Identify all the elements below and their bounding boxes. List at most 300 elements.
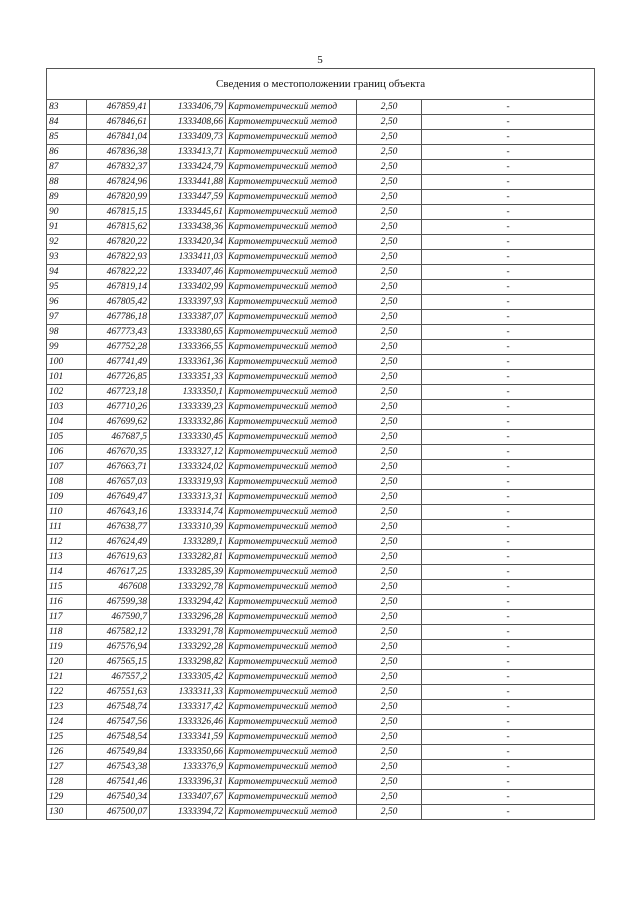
precision-cell: 2,50 bbox=[357, 145, 422, 160]
table-row bbox=[47, 160, 595, 175]
precision-cell: 2,50 bbox=[357, 460, 422, 475]
table-row bbox=[47, 805, 595, 820]
description-cell: - bbox=[422, 325, 595, 340]
point-number: 90 bbox=[47, 205, 87, 220]
table-row bbox=[47, 280, 595, 295]
description-cell: - bbox=[422, 700, 595, 715]
point-number: 106 bbox=[47, 445, 87, 460]
table-row bbox=[47, 400, 595, 415]
table-row bbox=[47, 250, 595, 265]
description-cell: - bbox=[422, 130, 595, 145]
method-cell: Картометрический метод bbox=[226, 160, 357, 175]
point-number: 85 bbox=[47, 130, 87, 145]
point-number: 99 bbox=[47, 340, 87, 355]
description-cell: - bbox=[422, 745, 595, 760]
point-number: 112 bbox=[47, 535, 87, 550]
x-coordinate: 467657,03 bbox=[87, 475, 150, 490]
table-row bbox=[47, 520, 595, 535]
precision-cell: 2,50 bbox=[357, 715, 422, 730]
description-cell: - bbox=[422, 310, 595, 325]
y-coordinate: 1333396,31 bbox=[150, 775, 226, 790]
table-row bbox=[47, 745, 595, 760]
y-coordinate: 1333327,12 bbox=[150, 445, 226, 460]
y-coordinate: 1333305,42 bbox=[150, 670, 226, 685]
boundary-coordinates-table bbox=[46, 68, 595, 820]
table-row bbox=[47, 235, 595, 250]
point-number: 104 bbox=[47, 415, 87, 430]
method-cell: Картометрический метод bbox=[226, 115, 357, 130]
description-cell: - bbox=[422, 100, 595, 115]
table-row bbox=[47, 295, 595, 310]
table-row bbox=[47, 325, 595, 340]
point-number: 113 bbox=[47, 550, 87, 565]
description-cell: - bbox=[422, 280, 595, 295]
table-row bbox=[47, 760, 595, 775]
x-coordinate: 467617,25 bbox=[87, 565, 150, 580]
method-cell: Картометрический метод bbox=[226, 700, 357, 715]
x-coordinate: 467624,49 bbox=[87, 535, 150, 550]
point-number: 96 bbox=[47, 295, 87, 310]
method-cell: Картометрический метод bbox=[226, 655, 357, 670]
method-cell: Картометрический метод bbox=[226, 370, 357, 385]
description-cell: - bbox=[422, 520, 595, 535]
description-cell: - bbox=[422, 610, 595, 625]
precision-cell: 2,50 bbox=[357, 580, 422, 595]
description-cell: - bbox=[422, 685, 595, 700]
description-cell: - bbox=[422, 400, 595, 415]
x-coordinate: 467543,38 bbox=[87, 760, 150, 775]
point-number: 108 bbox=[47, 475, 87, 490]
table-row bbox=[47, 595, 595, 610]
x-coordinate: 467576,94 bbox=[87, 640, 150, 655]
x-coordinate: 467822,22 bbox=[87, 265, 150, 280]
point-number: 87 bbox=[47, 160, 87, 175]
table-row bbox=[47, 580, 595, 595]
method-cell: Картометрический метод bbox=[226, 625, 357, 640]
y-coordinate: 1333351,33 bbox=[150, 370, 226, 385]
point-number: 122 bbox=[47, 685, 87, 700]
table-row bbox=[47, 355, 595, 370]
method-cell: Картометрический метод bbox=[226, 520, 357, 535]
y-coordinate: 1333298,82 bbox=[150, 655, 226, 670]
table-row bbox=[47, 790, 595, 805]
method-cell: Картометрический метод bbox=[226, 565, 357, 580]
table-title: Сведения о местоположении границ объекта bbox=[47, 69, 595, 100]
point-number: 120 bbox=[47, 655, 87, 670]
table-row bbox=[47, 340, 595, 355]
description-cell: - bbox=[422, 505, 595, 520]
point-number: 91 bbox=[47, 220, 87, 235]
y-coordinate: 1333413,71 bbox=[150, 145, 226, 160]
method-cell: Картометрический метод bbox=[226, 460, 357, 475]
table-row bbox=[47, 175, 595, 190]
precision-cell: 2,50 bbox=[357, 355, 422, 370]
point-number: 114 bbox=[47, 565, 87, 580]
x-coordinate: 467846,61 bbox=[87, 115, 150, 130]
point-number: 116 bbox=[47, 595, 87, 610]
precision-cell: 2,50 bbox=[357, 400, 422, 415]
method-cell: Картометрический метод bbox=[226, 220, 357, 235]
x-coordinate: 467599,38 bbox=[87, 595, 150, 610]
method-cell: Картометрический метод bbox=[226, 310, 357, 325]
x-coordinate: 467726,85 bbox=[87, 370, 150, 385]
y-coordinate: 1333447,59 bbox=[150, 190, 226, 205]
method-cell: Картометрический метод bbox=[226, 490, 357, 505]
precision-cell: 2,50 bbox=[357, 730, 422, 745]
x-coordinate: 467551,63 bbox=[87, 685, 150, 700]
table-row bbox=[47, 385, 595, 400]
point-number: 98 bbox=[47, 325, 87, 340]
description-cell: - bbox=[422, 445, 595, 460]
precision-cell: 2,50 bbox=[357, 280, 422, 295]
x-coordinate: 467815,62 bbox=[87, 220, 150, 235]
y-coordinate: 1333339,23 bbox=[150, 400, 226, 415]
precision-cell: 2,50 bbox=[357, 745, 422, 760]
table-row bbox=[47, 445, 595, 460]
description-cell: - bbox=[422, 535, 595, 550]
method-cell: Картометрический метод bbox=[226, 280, 357, 295]
table-row bbox=[47, 610, 595, 625]
table-row bbox=[47, 475, 595, 490]
x-coordinate: 467710,26 bbox=[87, 400, 150, 415]
point-number: 88 bbox=[47, 175, 87, 190]
precision-cell: 2,50 bbox=[357, 160, 422, 175]
description-cell: - bbox=[422, 190, 595, 205]
method-cell: Картометрический метод bbox=[226, 415, 357, 430]
method-cell: Картометрический метод bbox=[226, 205, 357, 220]
method-cell: Картометрический метод bbox=[226, 640, 357, 655]
point-number: 97 bbox=[47, 310, 87, 325]
precision-cell: 2,50 bbox=[357, 445, 422, 460]
x-coordinate: 467820,99 bbox=[87, 190, 150, 205]
table-row bbox=[47, 505, 595, 520]
x-coordinate: 467773,43 bbox=[87, 325, 150, 340]
y-coordinate: 1333397,93 bbox=[150, 295, 226, 310]
method-cell: Картометрический метод bbox=[226, 805, 357, 820]
method-cell: Картометрический метод bbox=[226, 580, 357, 595]
x-coordinate: 467822,93 bbox=[87, 250, 150, 265]
point-number: 100 bbox=[47, 355, 87, 370]
description-cell: - bbox=[422, 160, 595, 175]
point-number: 101 bbox=[47, 370, 87, 385]
x-coordinate: 467500,07 bbox=[87, 805, 150, 820]
description-cell: - bbox=[422, 460, 595, 475]
x-coordinate: 467741,49 bbox=[87, 355, 150, 370]
method-cell: Картометрический метод bbox=[226, 715, 357, 730]
precision-cell: 2,50 bbox=[357, 310, 422, 325]
x-coordinate: 467699,62 bbox=[87, 415, 150, 430]
method-cell: Картометрический метод bbox=[226, 505, 357, 520]
precision-cell: 2,50 bbox=[357, 550, 422, 565]
description-cell: - bbox=[422, 475, 595, 490]
table-row bbox=[47, 220, 595, 235]
table-row bbox=[47, 685, 595, 700]
description-cell: - bbox=[422, 220, 595, 235]
y-coordinate: 1333408,66 bbox=[150, 115, 226, 130]
description-cell: - bbox=[422, 730, 595, 745]
y-coordinate: 1333289,1 bbox=[150, 535, 226, 550]
method-cell: Картометрический метод bbox=[226, 385, 357, 400]
y-coordinate: 1333380,65 bbox=[150, 325, 226, 340]
y-coordinate: 1333438,36 bbox=[150, 220, 226, 235]
precision-cell: 2,50 bbox=[357, 295, 422, 310]
method-cell: Картометрический метод bbox=[226, 235, 357, 250]
description-cell: - bbox=[422, 355, 595, 370]
x-coordinate: 467643,16 bbox=[87, 505, 150, 520]
precision-cell: 2,50 bbox=[357, 790, 422, 805]
method-cell: Картометрический метод bbox=[226, 760, 357, 775]
point-number: 119 bbox=[47, 640, 87, 655]
y-coordinate: 1333350,66 bbox=[150, 745, 226, 760]
point-number: 109 bbox=[47, 490, 87, 505]
x-coordinate: 467663,71 bbox=[87, 460, 150, 475]
table-row bbox=[47, 550, 595, 565]
y-coordinate: 1333366,55 bbox=[150, 340, 226, 355]
y-coordinate: 1333407,67 bbox=[150, 790, 226, 805]
description-cell: - bbox=[422, 670, 595, 685]
precision-cell: 2,50 bbox=[357, 565, 422, 580]
precision-cell: 2,50 bbox=[357, 175, 422, 190]
x-coordinate: 467752,28 bbox=[87, 340, 150, 355]
method-cell: Картометрический метод bbox=[226, 790, 357, 805]
x-coordinate: 467608 bbox=[87, 580, 150, 595]
point-number: 102 bbox=[47, 385, 87, 400]
point-number: 93 bbox=[47, 250, 87, 265]
method-cell: Картометрический метод bbox=[226, 340, 357, 355]
x-coordinate: 467836,38 bbox=[87, 145, 150, 160]
x-coordinate: 467619,63 bbox=[87, 550, 150, 565]
point-number: 115 bbox=[47, 580, 87, 595]
description-cell: - bbox=[422, 265, 595, 280]
point-number: 123 bbox=[47, 700, 87, 715]
precision-cell: 2,50 bbox=[357, 415, 422, 430]
point-number: 118 bbox=[47, 625, 87, 640]
x-coordinate: 467723,18 bbox=[87, 385, 150, 400]
description-cell: - bbox=[422, 595, 595, 610]
description-cell: - bbox=[422, 760, 595, 775]
precision-cell: 2,50 bbox=[357, 670, 422, 685]
precision-cell: 2,50 bbox=[357, 640, 422, 655]
description-cell: - bbox=[422, 625, 595, 640]
description-cell: - bbox=[422, 790, 595, 805]
description-cell: - bbox=[422, 205, 595, 220]
table-row bbox=[47, 460, 595, 475]
point-number: 84 bbox=[47, 115, 87, 130]
table-row bbox=[47, 430, 595, 445]
description-cell: - bbox=[422, 250, 595, 265]
method-cell: Картометрический метод bbox=[226, 730, 357, 745]
description-cell: - bbox=[422, 715, 595, 730]
precision-cell: 2,50 bbox=[357, 700, 422, 715]
point-number: 124 bbox=[47, 715, 87, 730]
method-cell: Картометрический метод bbox=[226, 325, 357, 340]
point-number: 129 bbox=[47, 790, 87, 805]
point-number: 95 bbox=[47, 280, 87, 295]
x-coordinate: 467582,12 bbox=[87, 625, 150, 640]
x-coordinate: 467670,35 bbox=[87, 445, 150, 460]
method-cell: Картометрический метод bbox=[226, 775, 357, 790]
x-coordinate: 467549,84 bbox=[87, 745, 150, 760]
x-coordinate: 467638,77 bbox=[87, 520, 150, 535]
x-coordinate: 467815,15 bbox=[87, 205, 150, 220]
table-row bbox=[47, 115, 595, 130]
x-coordinate: 467548,74 bbox=[87, 700, 150, 715]
precision-cell: 2,50 bbox=[357, 595, 422, 610]
description-cell: - bbox=[422, 340, 595, 355]
precision-cell: 2,50 bbox=[357, 610, 422, 625]
description-cell: - bbox=[422, 775, 595, 790]
y-coordinate: 1333407,46 bbox=[150, 265, 226, 280]
method-cell: Картометрический метод bbox=[226, 265, 357, 280]
y-coordinate: 1333441,88 bbox=[150, 175, 226, 190]
method-cell: Картометрический метод bbox=[226, 175, 357, 190]
y-coordinate: 1333361,36 bbox=[150, 355, 226, 370]
description-cell: - bbox=[422, 550, 595, 565]
y-coordinate: 1333285,39 bbox=[150, 565, 226, 580]
table-row bbox=[47, 700, 595, 715]
table-header-row bbox=[47, 69, 595, 100]
table-row bbox=[47, 310, 595, 325]
table-row bbox=[47, 190, 595, 205]
table-row bbox=[47, 145, 595, 160]
method-cell: Картометрический метод bbox=[226, 595, 357, 610]
point-number: 128 bbox=[47, 775, 87, 790]
table-row bbox=[47, 535, 595, 550]
point-number: 121 bbox=[47, 670, 87, 685]
x-coordinate: 467859,41 bbox=[87, 100, 150, 115]
y-coordinate: 1333424,79 bbox=[150, 160, 226, 175]
x-coordinate: 467687,5 bbox=[87, 430, 150, 445]
precision-cell: 2,50 bbox=[357, 235, 422, 250]
table-row bbox=[47, 100, 595, 115]
y-coordinate: 1333402,99 bbox=[150, 280, 226, 295]
precision-cell: 2,50 bbox=[357, 490, 422, 505]
point-number: 111 bbox=[47, 520, 87, 535]
method-cell: Картометрический метод bbox=[226, 430, 357, 445]
point-number: 107 bbox=[47, 460, 87, 475]
table-row bbox=[47, 490, 595, 505]
method-cell: Картометрический метод bbox=[226, 535, 357, 550]
precision-cell: 2,50 bbox=[357, 760, 422, 775]
method-cell: Картометрический метод bbox=[226, 445, 357, 460]
y-coordinate: 1333350,1 bbox=[150, 385, 226, 400]
y-coordinate: 1333311,33 bbox=[150, 685, 226, 700]
x-coordinate: 467590,7 bbox=[87, 610, 150, 625]
y-coordinate: 1333319,93 bbox=[150, 475, 226, 490]
table-row bbox=[47, 625, 595, 640]
description-cell: - bbox=[422, 640, 595, 655]
x-coordinate: 467541,46 bbox=[87, 775, 150, 790]
precision-cell: 2,50 bbox=[357, 475, 422, 490]
point-number: 127 bbox=[47, 760, 87, 775]
point-number: 83 bbox=[47, 100, 87, 115]
y-coordinate: 1333445,61 bbox=[150, 205, 226, 220]
description-cell: - bbox=[422, 115, 595, 130]
method-cell: Картометрический метод bbox=[226, 550, 357, 565]
point-number: 105 bbox=[47, 430, 87, 445]
method-cell: Картометрический метод bbox=[226, 250, 357, 265]
description-cell: - bbox=[422, 295, 595, 310]
y-coordinate: 1333330,45 bbox=[150, 430, 226, 445]
precision-cell: 2,50 bbox=[357, 430, 422, 445]
point-number: 94 bbox=[47, 265, 87, 280]
method-cell: Картометрический метод bbox=[226, 130, 357, 145]
point-number: 130 bbox=[47, 805, 87, 820]
table-row bbox=[47, 715, 595, 730]
x-coordinate: 467547,56 bbox=[87, 715, 150, 730]
precision-cell: 2,50 bbox=[357, 130, 422, 145]
x-coordinate: 467832,37 bbox=[87, 160, 150, 175]
precision-cell: 2,50 bbox=[357, 340, 422, 355]
description-cell: - bbox=[422, 565, 595, 580]
table-row bbox=[47, 370, 595, 385]
description-cell: - bbox=[422, 655, 595, 670]
y-coordinate: 1333296,28 bbox=[150, 610, 226, 625]
y-coordinate: 1333292,28 bbox=[150, 640, 226, 655]
description-cell: - bbox=[422, 385, 595, 400]
point-number: 110 bbox=[47, 505, 87, 520]
precision-cell: 2,50 bbox=[357, 685, 422, 700]
precision-cell: 2,50 bbox=[357, 385, 422, 400]
description-cell: - bbox=[422, 235, 595, 250]
precision-cell: 2,50 bbox=[357, 505, 422, 520]
precision-cell: 2,50 bbox=[357, 265, 422, 280]
precision-cell: 2,50 bbox=[357, 190, 422, 205]
precision-cell: 2,50 bbox=[357, 115, 422, 130]
description-cell: - bbox=[422, 415, 595, 430]
description-cell: - bbox=[422, 370, 595, 385]
method-cell: Картометрический метод bbox=[226, 475, 357, 490]
description-cell: - bbox=[422, 490, 595, 505]
method-cell: Картометрический метод bbox=[226, 145, 357, 160]
precision-cell: 2,50 bbox=[357, 535, 422, 550]
point-number: 126 bbox=[47, 745, 87, 760]
y-coordinate: 1333394,72 bbox=[150, 805, 226, 820]
method-cell: Картометрический метод bbox=[226, 670, 357, 685]
x-coordinate: 467786,18 bbox=[87, 310, 150, 325]
description-cell: - bbox=[422, 580, 595, 595]
method-cell: Картометрический метод bbox=[226, 355, 357, 370]
table-row bbox=[47, 265, 595, 280]
precision-cell: 2,50 bbox=[357, 250, 422, 265]
y-coordinate: 1333332,86 bbox=[150, 415, 226, 430]
precision-cell: 2,50 bbox=[357, 370, 422, 385]
y-coordinate: 1333409,73 bbox=[150, 130, 226, 145]
x-coordinate: 467540,34 bbox=[87, 790, 150, 805]
page-number: 5 bbox=[317, 54, 323, 66]
description-cell: - bbox=[422, 175, 595, 190]
point-number: 103 bbox=[47, 400, 87, 415]
method-cell: Картометрический метод bbox=[226, 100, 357, 115]
x-coordinate: 467565,15 bbox=[87, 655, 150, 670]
table-row bbox=[47, 655, 595, 670]
point-number: 89 bbox=[47, 190, 87, 205]
precision-cell: 2,50 bbox=[357, 625, 422, 640]
y-coordinate: 1333387,07 bbox=[150, 310, 226, 325]
point-number: 92 bbox=[47, 235, 87, 250]
y-coordinate: 1333310,39 bbox=[150, 520, 226, 535]
precision-cell: 2,50 bbox=[357, 805, 422, 820]
method-cell: Картометрический метод bbox=[226, 295, 357, 310]
point-number: 117 bbox=[47, 610, 87, 625]
table-row bbox=[47, 670, 595, 685]
precision-cell: 2,50 bbox=[357, 100, 422, 115]
precision-cell: 2,50 bbox=[357, 205, 422, 220]
x-coordinate: 467649,47 bbox=[87, 490, 150, 505]
table-row bbox=[47, 205, 595, 220]
table-row bbox=[47, 565, 595, 580]
x-coordinate: 467819,14 bbox=[87, 280, 150, 295]
